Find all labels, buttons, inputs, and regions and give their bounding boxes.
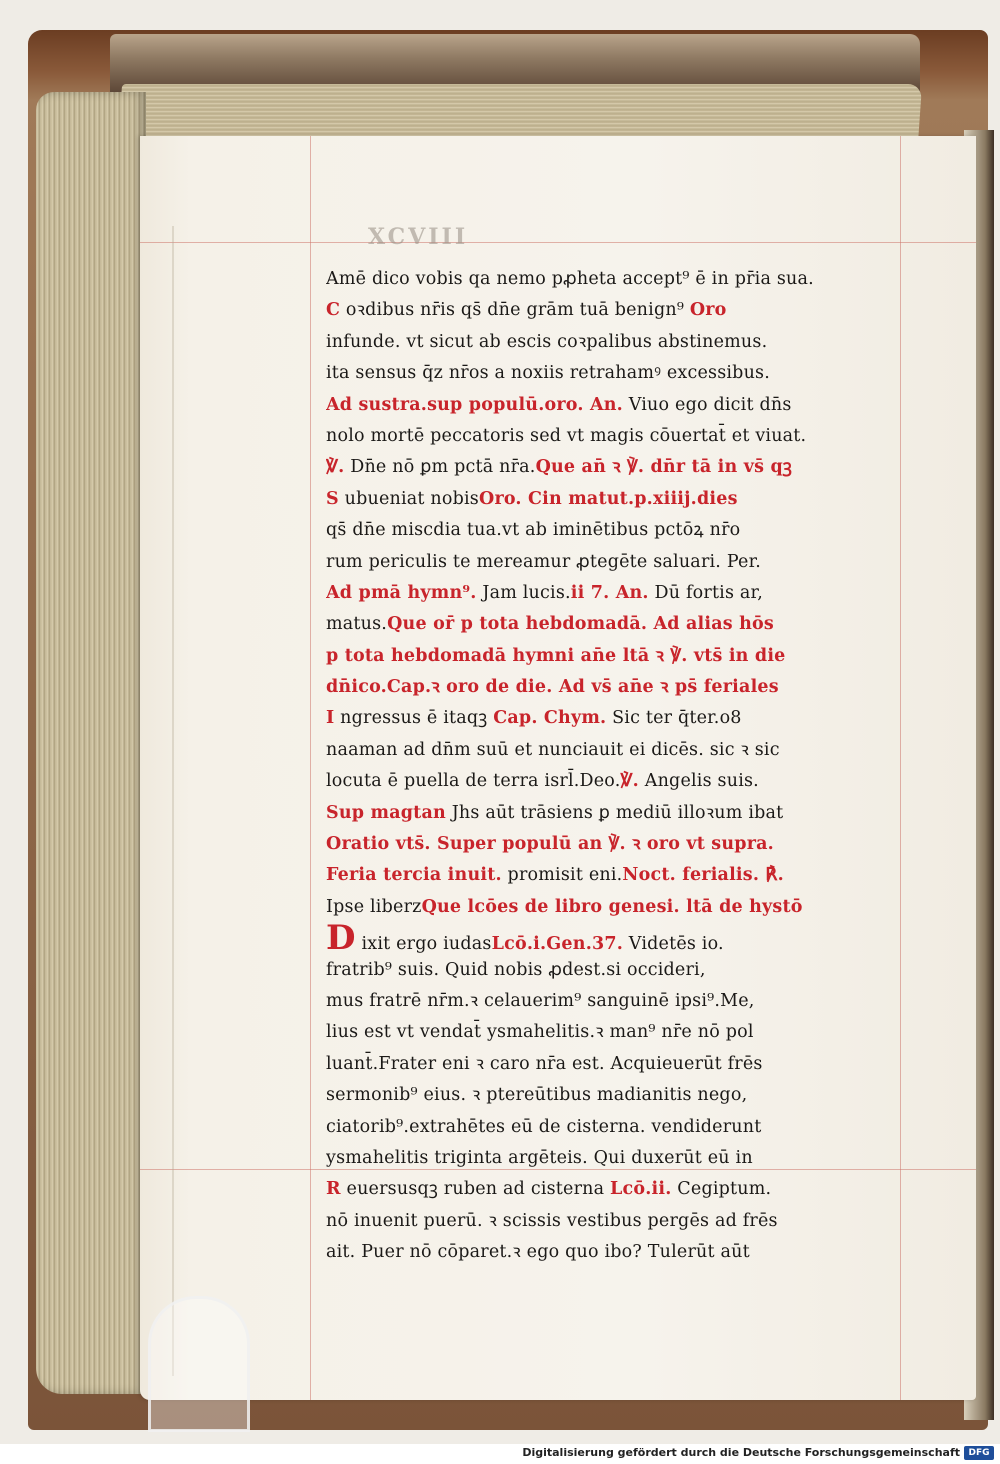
body-text: Dn̄e nō ꝑm pctā nr̄a. (344, 457, 536, 478)
rubric-text: Sup magtan (326, 802, 446, 823)
text-line (326, 1080, 906, 1111)
text-line (326, 327, 906, 358)
text-line (326, 452, 906, 483)
rubric-text: Que an̄ ꝛ ℣. dn̄r tā in vs̄ qꝫ (535, 457, 793, 478)
body-text: rum periculis te mereamur ꝓtegēte saluari. Per. (326, 551, 761, 572)
rubric-text: Noct. ferialis. ℟. (622, 865, 784, 886)
text-line (326, 609, 906, 640)
text-line (326, 829, 906, 860)
text-line (326, 1174, 906, 1205)
text-line (326, 641, 906, 672)
text-line (326, 390, 906, 421)
rubric-text: Lcō.i.Gen.37. (491, 934, 624, 955)
body-text: Amē dico vobis qa nemo pꝓheta accept⁹ ē in pr̄ia sua. (326, 269, 814, 289)
body-text: Sic ter q̄ter.o8 (606, 708, 742, 729)
text-line (326, 421, 906, 452)
text-line (326, 295, 906, 326)
text-line (326, 1112, 906, 1143)
body-text: ubueniat nobis (338, 488, 479, 509)
body-text: lius est vt vendat̄ ysmahelitis.ꝛ man⁹ nr̄e nō pol (326, 1022, 754, 1043)
text-line (326, 515, 906, 546)
rubric-text: Oratio vts̄. Super populū an ℣. ꝛ oro vt supra. (326, 834, 774, 855)
rubric-text: dn̄ico.Cap.ꝛ oro de die. Ad vs̄ an̄e ꝛ ps̄ feriales (326, 677, 779, 698)
book-page (140, 136, 976, 1400)
body-text: locuta ē puella de terra isrl̄.Deo. (326, 771, 621, 792)
body-text: fratrib⁹ suis. Quid nobis ꝓdest.si occideri, (326, 959, 706, 980)
text-line (326, 860, 906, 891)
body-text: matus. (326, 614, 388, 635)
body-text: ysmahelitis triginta argēteis. Qui duxerūt eū in (326, 1147, 753, 1168)
text-line (326, 578, 906, 609)
text-line (326, 672, 906, 703)
text-line (326, 358, 906, 389)
body-text: Viuo ego dicit dn̄s (622, 394, 792, 415)
rubric-text: Cap. Chym. (493, 708, 607, 729)
body-text: ita sensus q̄z nr̄os a noxiis retrahamꝰ excessibus. (326, 363, 770, 384)
rubric-text: Feria tercia inuit. (326, 865, 502, 886)
text-line (326, 986, 906, 1017)
body-text: Dū fortis ar, (648, 582, 763, 603)
text-line (326, 264, 906, 295)
body-text: ait. Puer nō cōparet.ꝛ ego quo ibo? Tulerūt aūt (326, 1242, 750, 1263)
body-text: Videtēs io. (623, 934, 724, 955)
body-text: Angelis suis. (638, 771, 759, 792)
text-line (326, 703, 906, 734)
page-crease (172, 226, 174, 1376)
body-text: nō inuenit puerū. ꝛ scissis vestibus pergēs ad frēs (326, 1210, 778, 1231)
rubric-text: Ad pmā hymn⁹. (326, 582, 477, 603)
text-line (326, 798, 906, 829)
rubric-text: R (326, 1179, 341, 1200)
ruling-line-left (310, 136, 311, 1400)
text-line (326, 766, 906, 797)
rubric-text: S (326, 488, 339, 509)
ruling-line-head (140, 242, 976, 243)
rubric-text: p tota hebdomadā hymni an̄e ltā ꝛ ℣. vts̄ in die (326, 645, 786, 666)
rubric-text: Lcō.ii. (610, 1179, 672, 1200)
body-text: Ipse liberz (326, 896, 422, 917)
body-text: ixit ergo iudas (355, 934, 492, 955)
body-text: infunde. vt sicut ab escis coꝛpalibus abstinemus. (326, 331, 768, 352)
body-text: Jam lucis. (476, 582, 571, 603)
rubric-text: Que or̄ p tota hebdomadā. Ad alias hōs (387, 614, 774, 635)
dfg-logo: DFG (964, 1446, 994, 1460)
page-top-edge (118, 84, 922, 144)
body-text: euersusqꝫ ruben ad cisterna (340, 1179, 611, 1200)
text-block (326, 264, 906, 1263)
rubric-text: Oro (689, 300, 727, 321)
rubric-text: ii 7. An. (570, 582, 649, 603)
text-line (326, 735, 906, 766)
text-line (326, 1237, 906, 1268)
body-text: naaman ad dn̄m suū et nunciauit ei dicēs. sic ꝛ sic (326, 739, 780, 760)
body-text: nolo mortē peccatoris sed vt magis cōuertat̄ et viuat. (326, 425, 807, 446)
rubric-text: I (326, 708, 335, 729)
body-text: ngressus ē itaqꝫ (334, 708, 494, 729)
rubric-text: Oro. Cin matut.p.xiiij.dies (479, 488, 738, 509)
text-line (326, 1049, 906, 1080)
rubric-text: C (326, 300, 341, 321)
body-text: oꝛdibus nr̄is qs̄ dn̄e grām tuā benign⁹ (340, 300, 690, 321)
body-text: sermonib⁹ eius. ꝛ ptereūtibus madianitis nego, (326, 1085, 748, 1106)
folio-number: XCVIII (368, 224, 469, 250)
text-line (326, 547, 906, 578)
rubric-text: Ad sustra.sup populū.oro. An. (326, 394, 623, 415)
rubric-text: ℣. (326, 457, 345, 478)
text-line (326, 1206, 906, 1237)
text-line (326, 1143, 906, 1174)
text-line (326, 1017, 906, 1048)
body-text: Jhs aūt trāsiens ꝑ mediū illoꝛum ibat (445, 802, 784, 823)
body-text: qs̄ dn̄e miscdia tua.vt ab iminētibus pctōꝝ nr̄o (326, 520, 741, 541)
body-text: promisit eni. (501, 865, 623, 886)
text-line (326, 923, 906, 954)
rubric-text: Que lcōes de libro genesi. ltā de hystō (421, 896, 803, 917)
rubric-text: ℣. (620, 771, 639, 792)
page-clip (148, 1296, 250, 1432)
funding-credit: Digitalisierung gefördert durch die Deutsche Forschungsgemeinschaft (522, 1446, 960, 1459)
footer-bar (0, 1444, 1000, 1464)
initial-letter: D (326, 923, 356, 955)
text-line (326, 484, 906, 515)
page-fore-edge (36, 92, 146, 1394)
body-text: Cegiptum. (671, 1179, 772, 1200)
text-line (326, 892, 906, 923)
body-text: mus fratrē nr̄m.ꝛ celauerim⁹ sanguinē ipsi⁹.Me, (326, 990, 755, 1011)
text-line (326, 955, 906, 986)
body-text: ciatorib⁹.extrahētes eū de cisterna. vendiderunt (326, 1116, 762, 1137)
body-text: luant̄.Frater eni ꝛ caro nr̄a est. Acquieuerūt frēs (326, 1053, 763, 1074)
